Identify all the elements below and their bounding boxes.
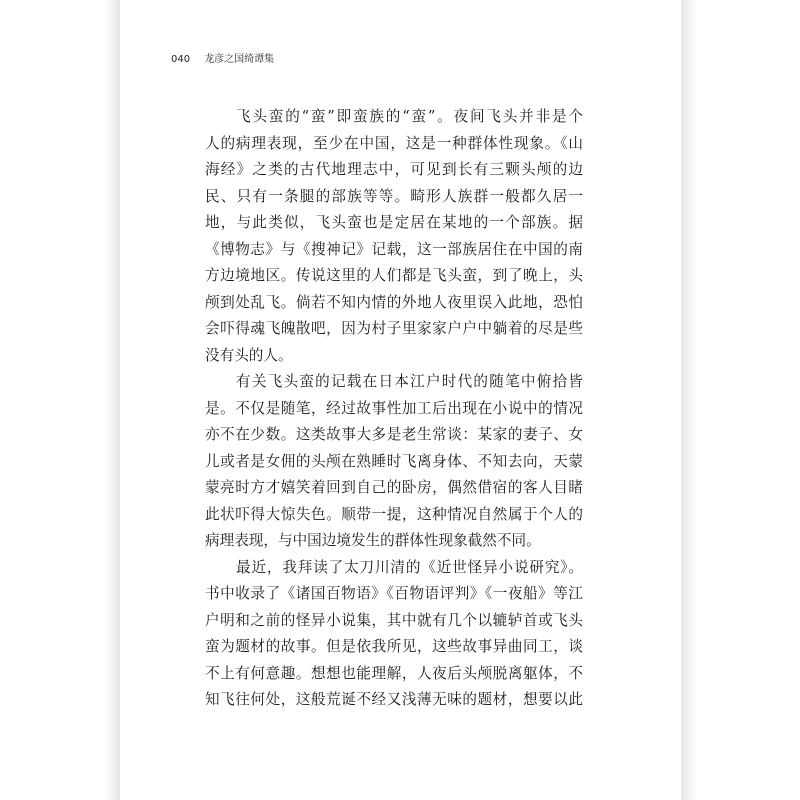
text-line: 蒙亮时方才嬉笑着回到自己的卧房，偶然借宿的客人目睹 — [205, 479, 583, 496]
text-line: 蛮为题材的故事。但是依我所见，这些故事异曲同工，谈 — [205, 638, 583, 655]
text-line: 海经》之类的古代地理志中，可见到长有三颗头颅的边 — [205, 161, 583, 178]
text-line: 飞头蛮的“蛮”即蛮族的“蛮”。夜间飞头并非是个 — [236, 108, 583, 125]
text-line: 方边境地区。传说这里的人们都是飞头蛮，到了晚上，头 — [205, 267, 583, 284]
running-header — [171, 50, 274, 65]
text-line: 是。不仅是随笔，经过故事性加工后出现在小说中的情况 — [205, 399, 583, 417]
text-line: 亦不在少数。这类故事大多是老生常谈：某家的妻子、女 — [205, 426, 583, 443]
text-line: 没有头的人。 — [205, 346, 293, 364]
text-line: 病理表现，与中国边境发生的群体性现象截然不同。 — [205, 532, 541, 549]
text-line: 不上有何意趣。想想也能理解，人夜后头颅脱离躯体，不 — [205, 664, 583, 682]
text-line: 知飞往何处，这般荒诞不经又浅薄无味的题材，想要以此 — [205, 691, 583, 708]
text-line: 户明和之前的怪异小说集，其中就有几个以辘轳首或飞头 — [205, 611, 583, 629]
text-line: 儿或者是女佣的头颅在熟睡时飞离身体、不知去向，天蒙 — [205, 452, 583, 470]
text-line: 地，与此类似，飞头蛮也是定居在某地的一个部族。据 — [205, 214, 583, 231]
page-number: 040 — [171, 54, 191, 65]
text-line: 有关飞头蛮的记载在日本江户时代的随笔中俯拾皆 — [236, 373, 583, 390]
text-line: 《博物志》与《搜神记》记载，这一部族居住在中国的南 — [205, 240, 583, 258]
text-line: 书中收录了《诸国百物语》《百物语评判》《一夜船》等江 — [205, 585, 583, 602]
text-line: 民、只有一条腿的部族等等。畸形人族群一般都久居一 — [205, 187, 583, 205]
text-line: 会吓得魂飞魄散吧，因为村子里家家户户中躺着的尽是些 — [205, 320, 583, 337]
page-shadow-right — [681, 0, 697, 800]
text-line: 此状吓得大惊失色。顺带一提，这种情况自然属于个人的 — [205, 505, 583, 523]
text-line: 颅到处乱飞。倘若不知内情的外地人夜里误入此地，恐怕 — [205, 293, 583, 311]
page-shadow-left — [104, 0, 120, 800]
text-line: 最近，我拜读了太刀川清的《近世怪异小说研究》。 — [236, 558, 583, 576]
book-title: 龙彦之国绮谭集 — [204, 54, 275, 65]
body-text — [205, 104, 583, 714]
book-page — [120, 0, 681, 800]
text-line: 人的病理表现，至少在中国，这是一种群体性现象。《山 — [205, 134, 583, 152]
